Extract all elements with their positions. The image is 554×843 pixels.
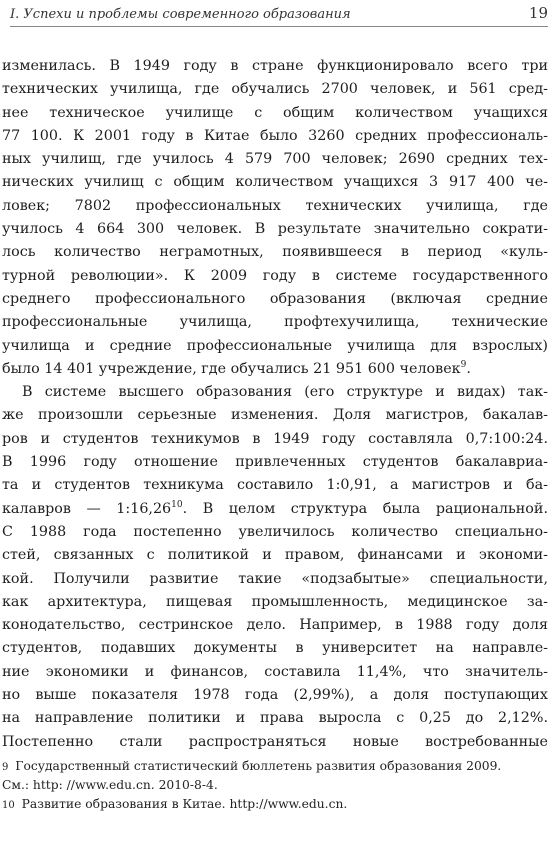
- text-line: училища и средние профессиональные училища для взрослых): [2, 337, 548, 354]
- text-line: студентов, подавших документы в университет на направле-: [2, 640, 548, 657]
- footnote-9-continued: См.: http: //www.edu.cn. 2010-8-4.: [2, 778, 218, 792]
- text-line: среднего профессионального образования (включая средние: [2, 290, 548, 307]
- text-line: как архитектура, пищевая промышленность, медицинское за-: [2, 593, 548, 610]
- footnote-text: Государственный статистический бюллетень развития образования 2009.: [15, 759, 502, 773]
- text-line: турной революции». К 2009 году в системе государственного: [2, 267, 548, 284]
- text-line: ров и студентов техникумов в 1949 году составляла 0,7:100:24.: [2, 430, 548, 447]
- text-line: было 14 401 учреждение, где обучались 21 951 600 человек$^9$.: [2, 359, 471, 377]
- text-line: В системе высшего образования (его структуре и видах) так-: [22, 384, 548, 401]
- text-line: но выше показателя 1978 года (2,99%), а доля поступающих: [2, 687, 548, 704]
- text-line: лось количество неграмотных, появившееся в период «куль-: [2, 244, 548, 261]
- footnote-marker: 9: [2, 762, 9, 773]
- text-line: кой. Получили развитие такие «подзабытые» специальности,: [2, 570, 548, 587]
- text-line-content: . В целом структура была рациональной.: [182, 500, 548, 517]
- footnote-9: [2, 757, 548, 776]
- text-line: В 1996 году отношение привлеченных студентов бакалавриа-: [2, 454, 548, 471]
- text-line: конодательство, сестринское дело. Например, в 1988 году доля: [2, 617, 548, 634]
- footnotes: [2, 757, 548, 814]
- text-line: нических училищ с общим количеством учащихся 3 917 400 че-: [2, 174, 548, 191]
- header-divider: [10, 26, 548, 27]
- running-title: I. Успехи и проблемы современного образования: [10, 7, 351, 22]
- text-line: изменилась. В 1949 году в стране функционировало всего три: [2, 58, 548, 74]
- text-line: [0, 498, 548, 521]
- text-line: профессиональные училища, профтехучилища, технические: [2, 314, 548, 331]
- text-line: Постепенно стали распространяться новые востребованные: [2, 733, 548, 750]
- text-line: стей, связанных с политикой и правом, финансами и экономи-: [2, 547, 548, 564]
- text-line: технических училища, где обучались 2700 человек, и 561 сред-: [2, 81, 548, 98]
- text-line: ние экономики и финансов, составила 11,4%, что значитель-: [2, 663, 548, 680]
- text-line: ных училищ, где училось 4 579 700 человек; 2690 средних тех-: [2, 151, 548, 168]
- footnote-ref-9: 9: [460, 359, 467, 370]
- text-line: училось 4 664 300 человек. В результате значительно сократи-: [2, 221, 548, 238]
- text-line-content: калавров — 1:16,26: [2, 500, 172, 517]
- text-line: же произошли серьезные изменения. Доля магистров, бакалав-: [2, 407, 548, 424]
- page-number: 19: [528, 4, 548, 22]
- text-line: ловек; 7802 профессиональных технических училища, где: [2, 197, 548, 214]
- footnote-ref-10: 10: [171, 499, 183, 510]
- text-line: на направление политики и права выросла с 0,25 до 2,12%.: [2, 710, 548, 727]
- text-line: С 1988 года постепенно увеличилось количество специально-: [2, 523, 548, 540]
- footnote-10: [2, 795, 548, 814]
- text-line-content: было 14 401 учреждение, где обучались 21 951 600 человек: [2, 360, 461, 377]
- main-text: [0, 55, 548, 754]
- running-header: [10, 4, 548, 24]
- footnote-marker: 10: [2, 800, 15, 811]
- footnote-text: Развитие образования в Китае. http://www.edu.cn.: [21, 797, 348, 811]
- text-line: нее техническое училище с общим количеством учащихся: [2, 104, 548, 121]
- text-line: 77 100. К 2001 году в Китае было 3260 средних профессиональ-: [2, 127, 548, 144]
- text-line: та и студентов техникума составило 1:0,91, а магистров и ба-: [2, 477, 548, 494]
